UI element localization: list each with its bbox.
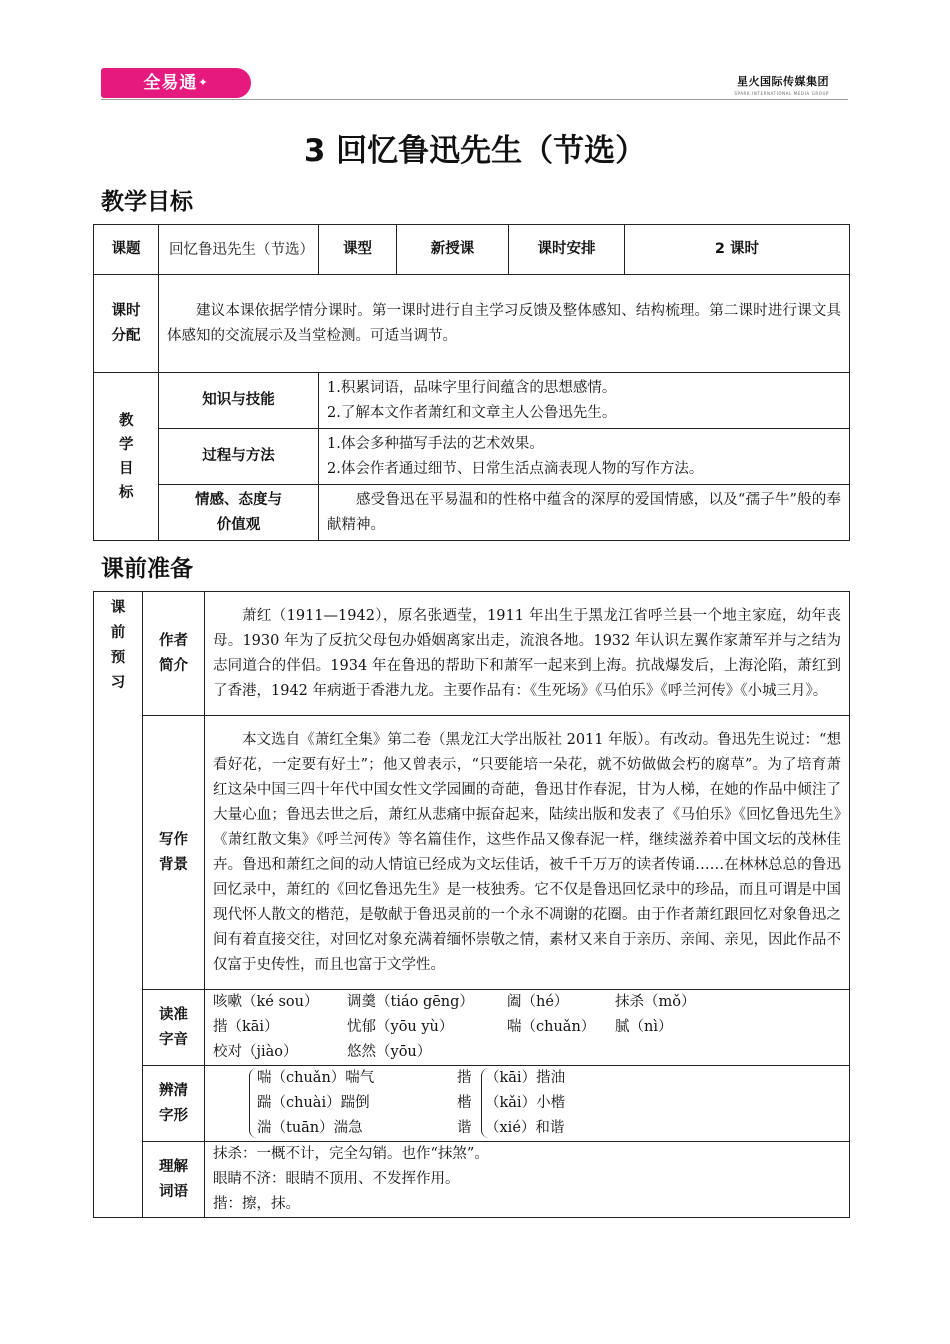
table-row bbox=[94, 592, 850, 716]
shape-group bbox=[257, 1066, 374, 1141]
label-line: 背景 bbox=[159, 856, 188, 873]
label-topic: 课题 bbox=[94, 225, 159, 275]
section-heading-goals: 教学目标 bbox=[101, 189, 193, 215]
shape-item: 喘（chuǎn）喘气 bbox=[257, 1070, 375, 1086]
label-background bbox=[143, 716, 205, 990]
pronunciation-row bbox=[205, 1040, 849, 1065]
shape-char: 楷 bbox=[457, 1095, 472, 1111]
pronunciation-item: 悠然（yōu） bbox=[347, 1044, 432, 1060]
type-value: 新授课 bbox=[397, 225, 509, 275]
publisher-name-en: SPARK INTERNATIONAL MEDIA GROUP bbox=[734, 91, 829, 96]
label-author bbox=[143, 592, 205, 716]
label-schedule: 课时安排 bbox=[509, 225, 625, 275]
shape-item: （xié）和谐 bbox=[485, 1120, 565, 1136]
shape-group bbox=[485, 1066, 565, 1141]
pronunciation-row bbox=[205, 1015, 849, 1040]
shape-char: 揩 bbox=[457, 1070, 472, 1086]
pronunciation-item: 抹杀（mǒ） bbox=[615, 994, 696, 1010]
label-allocation: 课时分配 bbox=[94, 275, 159, 373]
label-line: 简介 bbox=[159, 657, 188, 674]
table-row bbox=[94, 485, 850, 541]
label-emotion bbox=[159, 485, 319, 541]
page-title: 3 回忆鲁迅先生（节选） bbox=[303, 133, 647, 169]
logo: 全易通✦ bbox=[101, 68, 251, 98]
author-text: 萧红（1911—1942），原名张迺莹，1911 年出生于黑龙江省呼兰县一个地主家庭，幼年丧母。1930 年为了反抗父母包办婚姻离家出走，流浪各地。1932 年认识左翼作家萧军并与之结为志同道合的伴侣。1934 年在鲁迅的帮助下和萧军一起来到上海。抗战爆发后，上海沦陷，萧红到了香港，1942 年病逝于香港九龙。主要作品有：《生死场》《马伯乐》《呼兰河传》《小城三月》。 bbox=[205, 592, 850, 716]
publisher-name: 星火国际传媒集团 bbox=[737, 75, 829, 88]
shape-item: 踹（chuài）踹倒 bbox=[257, 1095, 370, 1111]
table-row bbox=[94, 990, 850, 1066]
process-item: 2.体会作者通过细节、日常生活点滴表现人物的写作方法。 bbox=[327, 460, 704, 477]
prep-table bbox=[93, 591, 850, 1218]
label-line: 读准 bbox=[159, 1006, 188, 1023]
pronunciation-item: 腻（nì） bbox=[615, 1019, 673, 1035]
label-line: 理解 bbox=[159, 1158, 188, 1175]
pronunciation-item: 忧郁（yōu yù） bbox=[347, 1019, 454, 1035]
goals-table bbox=[93, 224, 850, 541]
table-row bbox=[94, 275, 850, 373]
table-row bbox=[94, 225, 850, 275]
label-vocabulary bbox=[143, 1142, 205, 1218]
label-line: 词语 bbox=[159, 1183, 188, 1200]
schedule-value: 2 课时 bbox=[625, 225, 850, 275]
shape-item: （kāi）揩油 bbox=[485, 1070, 566, 1086]
table-row bbox=[94, 1066, 850, 1142]
section-heading-prep: 课前准备 bbox=[101, 556, 193, 582]
shape-char: 谐 bbox=[457, 1120, 472, 1136]
knowledge-item: 2.了解本文作者萧红和文章主人公鲁迅先生。 bbox=[327, 404, 617, 421]
shape-item: （kǎi）小楷 bbox=[485, 1095, 566, 1111]
process-text bbox=[319, 429, 850, 485]
pronunciation-item: 喘（chuǎn） bbox=[507, 1019, 596, 1035]
pronunciation-item: 咳嗽（ké sou） bbox=[213, 994, 319, 1010]
label-objectives: 教学目标 bbox=[94, 373, 159, 541]
emotion-text: 感受鲁迅在平易温和的性格中蕴含的深厚的爱国情感，以及“孺子牛”般的奉献精神。 bbox=[319, 485, 850, 541]
table-row bbox=[94, 373, 850, 429]
pronunciation-item: 阖（hé） bbox=[507, 994, 569, 1010]
label-line: 字形 bbox=[159, 1107, 188, 1124]
label-emotion-line: 情感、态度与 bbox=[195, 491, 282, 508]
label-line: 辨清 bbox=[159, 1082, 188, 1099]
header-divider bbox=[101, 99, 848, 100]
label-line: 字音 bbox=[159, 1031, 188, 1048]
label-process: 过程与方法 bbox=[159, 429, 319, 485]
label-emotion-line: 价值观 bbox=[216, 516, 261, 533]
shape-item: 湍（tuān）湍急 bbox=[257, 1120, 363, 1136]
label-line: 作者 bbox=[159, 632, 188, 649]
vocabulary-item: 揩：擦，抹。 bbox=[213, 1196, 300, 1212]
vocabulary-item: 眼睛不济：眼睛不顶用、不发挥作用。 bbox=[213, 1171, 460, 1187]
process-item: 1.体会多种描写手法的艺术效果。 bbox=[327, 435, 544, 452]
knowledge-text bbox=[319, 373, 850, 429]
character-shape-groups bbox=[205, 1066, 849, 1141]
pronunciation-list bbox=[205, 990, 850, 1066]
character-shape-list bbox=[205, 1066, 850, 1142]
background-text: 本文选自《萧红全集》第二卷（黑龙江大学出版社 2011 年版）。有改动。鲁迅先生说过：“想看好花，一定要有好土”；他又曾表示，“只要能培一朵花，就不妨做做会朽的腐草”。为了培育萧红这朵中国三四十年代中国女性文学园圃的奇葩，鲁迅甘作春泥，甘为人梯，在她的作品中倾注了大量心血；鲁迅去世之后，萧红从悲痛中振奋起来，陆续出版和发表了《马伯乐》《回忆鲁迅先生》《萧红散文集》《呼兰河传》等名篇佳作，这些作品又像春泥一样，继续滋养着中国文坛的茂林佳卉。鲁迅和萧红之间的动人情谊已经成为文坛佳话，被千千万万的读者传诵……在林林总总的鲁迅回忆录中，萧红的《回忆鲁迅先生》是一枝独秀。它不仅是鲁迅回忆录中的珍品，而且可谓是中国现代怀人散文的楷范，是敬献于鲁迅灵前的一个永不凋谢的花圈。由于作者萧红跟回忆对象鲁迅之间有着直接交往，对回忆对象充满着缅怀崇敬之情，素材又来自于亲历、亲闻、亲见，因此作品不仅富于史传性，而且也富于文学性。 bbox=[205, 716, 850, 990]
vocabulary-item: 抹杀：一概不计，完全勾销。也作“抹煞”。 bbox=[213, 1146, 489, 1162]
label-preview: 课前预习 bbox=[94, 592, 143, 1218]
allocation-text: 建议本课依据学情分课时。第一课时进行自主学习反馈及整体感知、结构梳理。第二课时进行课文具体感知的交流展示及当堂检测。可适当调节。 bbox=[159, 275, 850, 373]
label-knowledge: 知识与技能 bbox=[159, 373, 319, 429]
table-row bbox=[94, 429, 850, 485]
table-row bbox=[94, 716, 850, 990]
label-type: 课型 bbox=[319, 225, 397, 275]
pronunciation-row bbox=[205, 990, 849, 1015]
label-line: 写作 bbox=[159, 831, 188, 848]
vocabulary-list bbox=[205, 1142, 850, 1218]
topic-value: 回忆鲁迅先生（节选） bbox=[159, 225, 319, 275]
publisher-brand bbox=[734, 73, 829, 96]
knowledge-item: 1.积累词语，品味字里行间蕴含的思想感情。 bbox=[327, 379, 617, 396]
pronunciation-item: 调羹（tiáo gēng） bbox=[347, 994, 474, 1010]
label-pronunciation bbox=[143, 990, 205, 1066]
table-row bbox=[94, 1142, 850, 1218]
pronunciation-item: 揩（kāi） bbox=[213, 1019, 279, 1035]
pronunciation-item: 校对（jiào） bbox=[213, 1044, 298, 1060]
label-character-shape bbox=[143, 1066, 205, 1142]
shape-group-chars bbox=[457, 1066, 472, 1141]
